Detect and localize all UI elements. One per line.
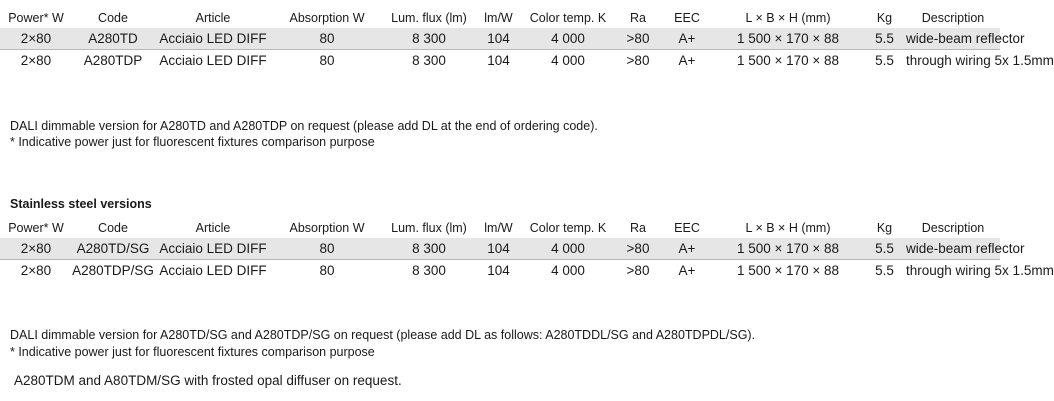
dali-note-standard: DALI dimmable version for A280TD and A280TDP on request (please add DL at the end of ordering code). xyxy=(10,119,598,133)
table-header-row xyxy=(0,8,1000,28)
cell-eec: A+ xyxy=(661,28,713,50)
cell-kg: 5.5 xyxy=(863,260,906,282)
cell-code: A280TD/SG xyxy=(72,238,154,260)
col-header-ra: Ra xyxy=(630,11,646,25)
col-header-article: Article xyxy=(195,11,231,25)
col-header-code: Code xyxy=(98,221,128,235)
cell-dimensions: 1 500 × 170 × 88 xyxy=(713,50,863,72)
table-row xyxy=(0,28,1000,50)
col-header-lum-flux: Lum. flux (lm) xyxy=(391,11,467,25)
col-header-lm-w: lm/W xyxy=(484,11,513,25)
col-header-description: Description xyxy=(921,11,985,25)
cell-absorption: 80 xyxy=(272,238,382,260)
section-title-stainless: Stainless steel versions xyxy=(10,197,152,211)
col-header-eec: EEC xyxy=(674,221,700,235)
cell-power: 2×80 xyxy=(0,50,72,72)
col-header-power: Power* W xyxy=(8,11,64,25)
cell-lum-flux: 8 300 xyxy=(382,238,476,260)
cell-dimensions: 1 500 × 170 × 88 xyxy=(713,260,863,282)
cell-code: A280TDP xyxy=(72,50,154,72)
col-header-dimensions: L × B × H (mm) xyxy=(745,221,831,235)
specs-table-standard xyxy=(0,8,1054,71)
cell-article: Acciaio LED DIFF xyxy=(154,28,272,50)
cell-lum-flux: 8 300 xyxy=(382,50,476,72)
table-row xyxy=(0,50,1000,72)
cell-kg: 5.5 xyxy=(863,50,906,72)
cell-lm-w: 104 xyxy=(476,260,521,282)
cell-article: Acciaio LED DIFF xyxy=(154,238,272,260)
col-header-lm-w: lm/W xyxy=(484,221,513,235)
table-row xyxy=(0,238,1000,260)
cell-kg: 5.5 xyxy=(863,28,906,50)
col-header-code: Code xyxy=(98,11,128,25)
dali-note-stainless: DALI dimmable version for A280TD/SG and A280TDP/SG on request (please add DL as follows: A280TDDL/SG and A280TDPDL/SG). xyxy=(10,328,756,342)
cell-code: A280TDP/SG xyxy=(72,260,154,282)
col-header-kg: Kg xyxy=(876,11,893,25)
col-header-power: Power* W xyxy=(8,221,64,235)
cell-color-temp: 4 000 xyxy=(521,260,615,282)
cell-description: through wiring 5x 1.5mm xyxy=(906,260,1000,282)
cell-ra: >80 xyxy=(615,238,661,260)
col-header-absorption: Absorption W xyxy=(289,221,365,235)
cell-description: wide-beam reflector xyxy=(906,28,1000,50)
cell-color-temp: 4 000 xyxy=(521,28,615,50)
specs-table-stainless xyxy=(0,218,1054,281)
cell-eec: A+ xyxy=(661,260,713,282)
cell-dimensions: 1 500 × 170 × 88 xyxy=(713,28,863,50)
cell-absorption: 80 xyxy=(272,50,382,72)
cell-description: wide-beam reflector xyxy=(906,238,1000,260)
cell-lum-flux: 8 300 xyxy=(382,28,476,50)
col-header-ra: Ra xyxy=(630,221,646,235)
cell-absorption: 80 xyxy=(272,28,382,50)
cell-lm-w: 104 xyxy=(476,238,521,260)
col-header-kg: Kg xyxy=(876,221,893,235)
cell-ra: >80 xyxy=(615,260,661,282)
cell-eec: A+ xyxy=(661,238,713,260)
cell-lm-w: 104 xyxy=(476,50,521,72)
power-footnote-stainless: * Indicative power just for fluorescent fixtures comparison purpose xyxy=(10,345,375,359)
cell-absorption: 80 xyxy=(272,260,382,282)
cell-article: Acciaio LED DIFF xyxy=(154,50,272,72)
col-header-eec: EEC xyxy=(674,11,700,25)
col-header-article: Article xyxy=(195,221,231,235)
cell-lum-flux: 8 300 xyxy=(382,260,476,282)
power-footnote-standard: * Indicative power just for fluorescent fixtures comparison purpose xyxy=(10,135,375,149)
table-row xyxy=(0,260,1000,282)
col-header-color-temp: Color temp. K xyxy=(529,221,607,235)
cell-lm-w: 104 xyxy=(476,28,521,50)
col-header-absorption: Absorption W xyxy=(289,11,365,25)
col-header-description: Description xyxy=(921,221,985,235)
col-header-color-temp: Color temp. K xyxy=(529,11,607,25)
col-header-lum-flux: Lum. flux (lm) xyxy=(391,221,467,235)
cell-color-temp: 4 000 xyxy=(521,238,615,260)
cell-color-temp: 4 000 xyxy=(521,50,615,72)
cell-power: 2×80 xyxy=(0,28,72,50)
cell-power: 2×80 xyxy=(0,260,72,282)
cell-dimensions: 1 500 × 170 × 88 xyxy=(713,238,863,260)
cell-code: A280TD xyxy=(72,28,154,50)
cell-eec: A+ xyxy=(661,50,713,72)
cell-ra: >80 xyxy=(615,28,661,50)
cell-power: 2×80 xyxy=(0,238,72,260)
opal-diffuser-note: A280TDM and A80TDM/SG with frosted opal diffuser on request. xyxy=(14,373,402,388)
cell-kg: 5.5 xyxy=(863,238,906,260)
cell-ra: >80 xyxy=(615,50,661,72)
table-header-row xyxy=(0,218,1000,238)
cell-article: Acciaio LED DIFF xyxy=(154,260,272,282)
col-header-dimensions: L × B × H (mm) xyxy=(745,11,831,25)
cell-description: through wiring 5x 1.5mm xyxy=(906,50,1000,72)
